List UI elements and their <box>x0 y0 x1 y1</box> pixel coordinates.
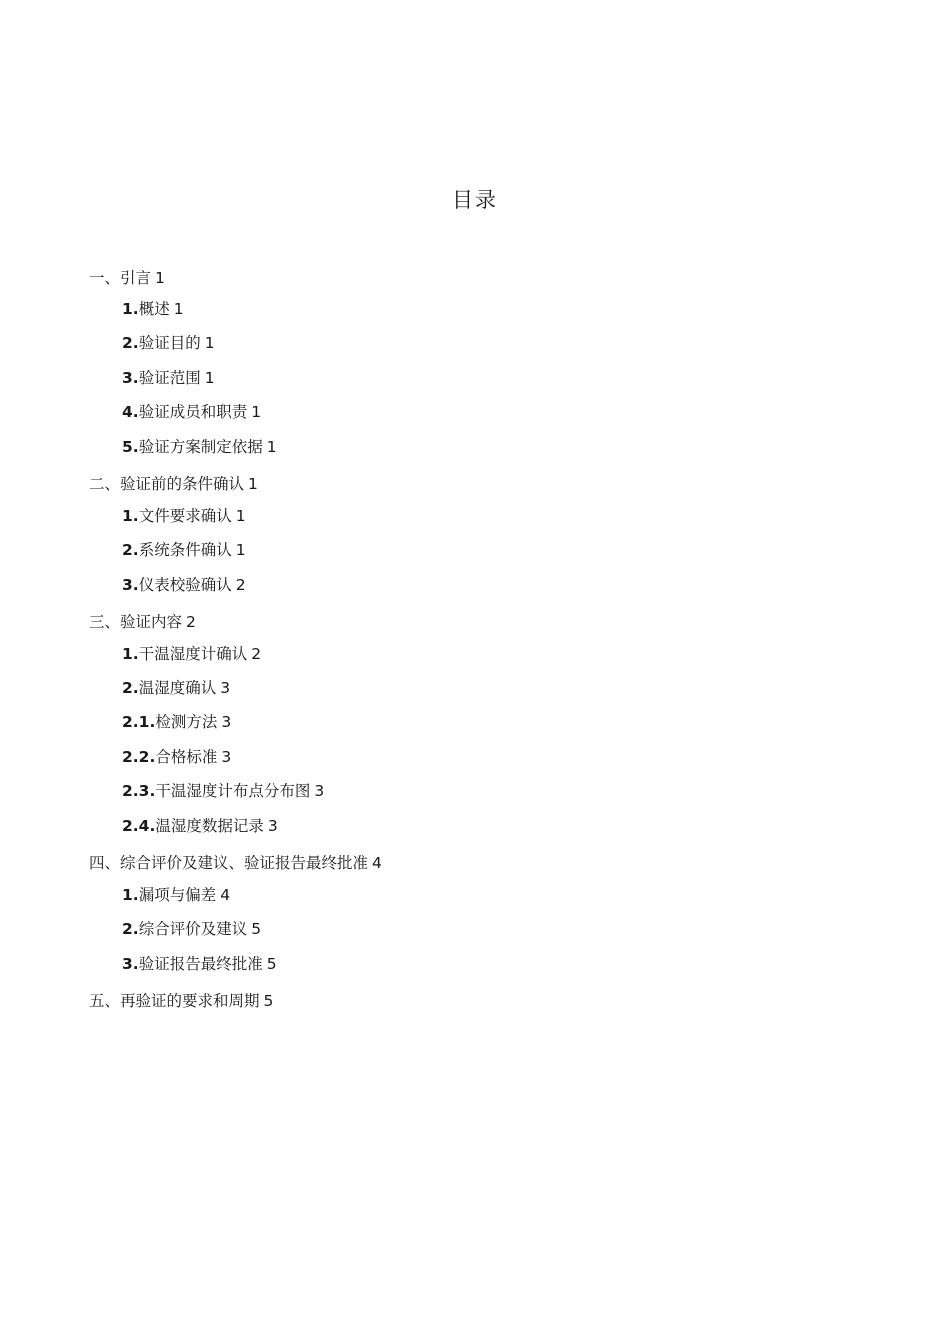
toc-subsection-entry[interactable] <box>122 367 215 389</box>
toc-subsection-entry[interactable] <box>122 505 246 527</box>
toc-entry-number: 2.1. <box>122 713 156 731</box>
toc-entry-number: 四、 <box>89 854 121 872</box>
toc-section-entry[interactable] <box>89 473 258 495</box>
toc-entry-number: 1. <box>122 645 139 663</box>
toc-entry-page-number: 3 <box>314 782 325 800</box>
toc-entry-title: 验证成员和职责 <box>138 403 248 421</box>
toc-entry-page-number: 2 <box>251 645 262 663</box>
toc-entry-title: 验证报告最终批准 <box>138 955 263 973</box>
toc-entry-title: 检测方法 <box>155 713 218 731</box>
toc-entry-page-number: 5 <box>251 920 262 938</box>
toc-subsection-entry[interactable] <box>122 884 230 906</box>
toc-entry-title: 引言 <box>120 269 152 287</box>
toc-entry-number: 二、 <box>89 475 121 493</box>
toc-entry-number: 3. <box>122 955 139 973</box>
toc-entry-title: 验证方案制定依据 <box>138 438 263 456</box>
toc-subsection-entry[interactable] <box>122 539 246 561</box>
toc-entry-title: 干温湿度计确认 <box>138 645 248 663</box>
toc-entry-title: 验证内容 <box>120 613 183 631</box>
toc-entry-number: 2.2. <box>122 748 156 766</box>
toc-subsection-entry[interactable] <box>122 918 261 940</box>
toc-entry-number: 1. <box>122 886 139 904</box>
toc-entry-page-number: 1 <box>235 541 246 559</box>
toc-entry-title: 再验证的要求和周期 <box>120 992 260 1010</box>
toc-subsection-entry[interactable] <box>122 643 261 665</box>
toc-entry-number: 2. <box>122 541 139 559</box>
toc-subsection-entry[interactable] <box>122 401 261 423</box>
toc-section-entry[interactable] <box>89 990 273 1012</box>
toc-entry-number: 3. <box>122 576 139 594</box>
toc-entry-number: 2. <box>122 334 139 352</box>
toc-entry-title: 验证前的条件确认 <box>120 475 245 493</box>
toc-entry-number: 2.4. <box>122 817 156 835</box>
toc-entry-number: 五、 <box>89 992 121 1010</box>
toc-entry-number: 4. <box>122 403 139 421</box>
toc-entry-title: 系统条件确认 <box>138 541 232 559</box>
toc-entry-title: 漏项与偏差 <box>138 886 217 904</box>
toc-entry-page-number: 3 <box>220 679 231 697</box>
toc-entry-title: 概述 <box>138 300 170 318</box>
toc-entry-page-number: 1 <box>204 369 215 387</box>
toc-entry-number: 1. <box>122 300 139 318</box>
toc-subsection-entry[interactable] <box>122 574 246 596</box>
toc-entry-page-number: 4 <box>372 854 382 872</box>
toc-subsection-entry[interactable] <box>122 298 184 320</box>
toc-entry-number: 一、 <box>89 269 121 287</box>
toc-entry-page-number: 5 <box>266 955 277 973</box>
toc-entry-title: 温湿度确认 <box>138 679 217 697</box>
toc-entry-page-number: 1 <box>248 475 258 493</box>
toc-entry-page-number: 4 <box>220 886 231 904</box>
toc-entry-page-number: 1 <box>235 507 246 525</box>
toc-entry-title: 验证目的 <box>138 334 201 352</box>
toc-entry-page-number: 1 <box>155 269 165 287</box>
toc-section-entry[interactable] <box>89 852 382 874</box>
toc-entry-title: 干温湿度计布点分布图 <box>155 782 311 800</box>
toc-entry-title: 验证范围 <box>138 369 201 387</box>
toc-subsection-entry[interactable] <box>122 677 230 699</box>
toc-entry-page-number: 1 <box>251 403 262 421</box>
toc-entry-page-number: 2 <box>235 576 246 594</box>
toc-entry-title: 综合评价及建议 <box>138 920 248 938</box>
toc-entry-page-number: 5 <box>263 992 274 1010</box>
toc-entry-title: 仪表校验确认 <box>138 576 232 594</box>
toc-subsection-entry[interactable] <box>122 746 231 768</box>
toc-entry-title: 温湿度数据记录 <box>155 817 264 835</box>
toc-entry-page-number: 1 <box>173 300 184 318</box>
toc-subsection-entry[interactable] <box>122 953 277 975</box>
toc-entry-number: 2. <box>122 920 139 938</box>
toc-entry-page-number: 3 <box>221 713 232 731</box>
toc-entry-number: 2.3. <box>122 782 156 800</box>
toc-entry-number: 三、 <box>89 613 121 631</box>
toc-subsection-entry[interactable] <box>122 711 231 733</box>
toc-subsection-entry[interactable] <box>122 332 215 354</box>
toc-entry-page-number: 3 <box>267 817 278 835</box>
toc-entry-page-number: 3 <box>221 748 232 766</box>
toc-entry-number: 2. <box>122 679 139 697</box>
toc-entry-title: 综合评价及建议、验证报告最终批准 <box>120 854 369 872</box>
toc-entry-number: 5. <box>122 438 139 456</box>
toc-subsection-entry[interactable] <box>122 436 277 458</box>
toc-section-entry[interactable] <box>89 611 196 633</box>
toc-section-entry[interactable] <box>89 267 165 289</box>
toc-entry-title: 合格标准 <box>155 748 218 766</box>
toc-entry-page-number: 1 <box>266 438 277 456</box>
toc-entry-page-number: 2 <box>186 613 196 631</box>
toc-subsection-entry[interactable] <box>122 815 278 837</box>
toc-entry-title: 文件要求确认 <box>138 507 232 525</box>
page-title: 目录 <box>452 188 498 212</box>
toc-subsection-entry[interactable] <box>122 780 324 802</box>
toc-entry-number: 1. <box>122 507 139 525</box>
toc-entry-number: 3. <box>122 369 139 387</box>
toc-entry-page-number: 1 <box>204 334 215 352</box>
